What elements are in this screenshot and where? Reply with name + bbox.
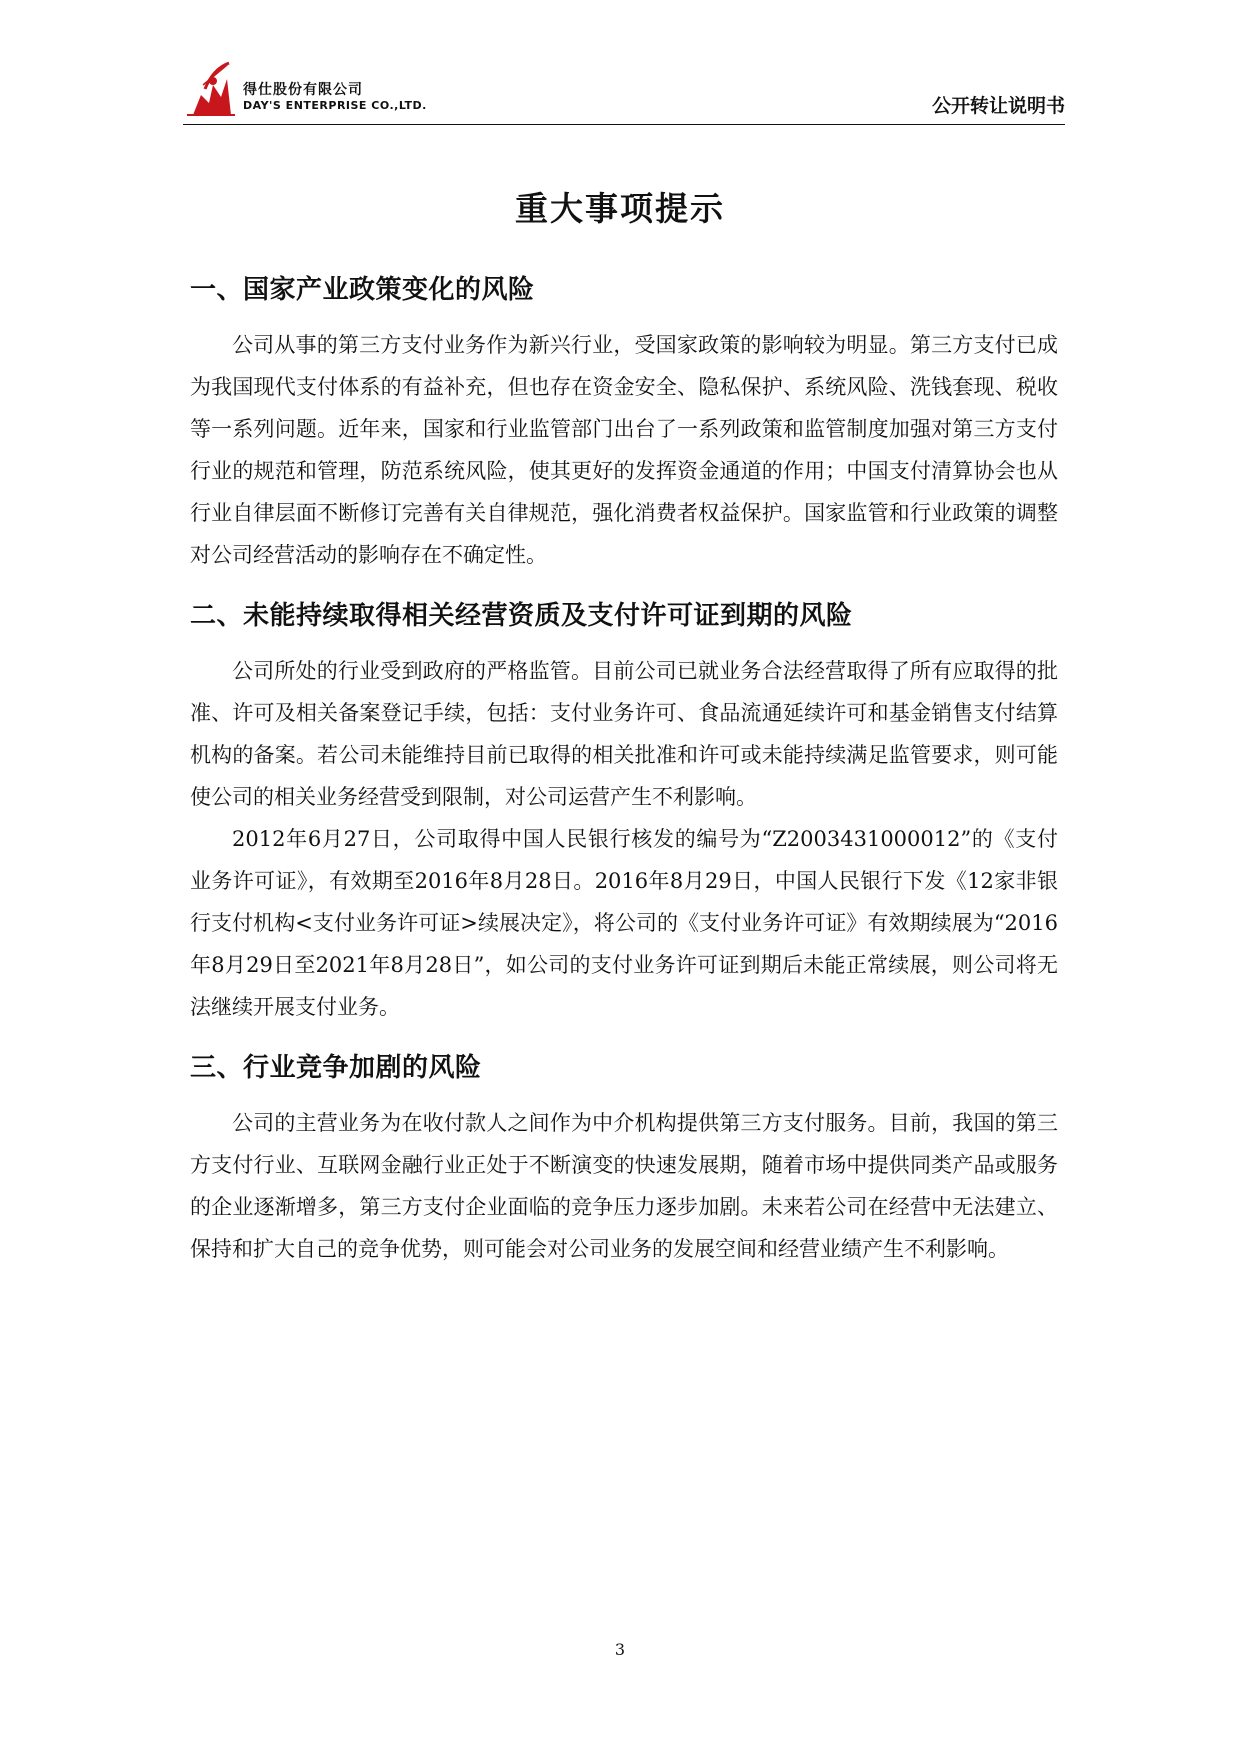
page-title: 重大事项提示 <box>515 189 725 228</box>
section-3-paragraph-1: 公司的主营业务为在收付款人之间作为中介机构提供第三方支付服务。目前，我国的第三方支付行业、互联网金融行业正处于不断演变的快速发展期，随着市场中提供同类产品或服务的企业逐渐增多，第三方支付企业面临的竞争压力逐步加剧。未来若公司在经营中无法建立、保持和扩大自己的竞争优势，则可能会对公司业务的发展空间和经营业绩产生不利影响。 <box>190 1111 1058 1261</box>
section-2-paragraph-1: 公司所处的行业受到政府的严格监管。目前公司已就业务合法经营取得了所有应取得的批准、许可及相关备案登记手续，包括：支付业务许可、食品流通延续许可和基金销售支付结算机构的备案。若公司未能维持目前已取得的相关批准和许可或未能持续满足监管要求，则可能使公司的相关业务经营受到限制，对公司运营产生不利影响。 <box>190 659 1058 809</box>
section-3-heading: 三、行业竞争加剧的风险 <box>190 1053 482 1083</box>
page-number: 3 <box>614 1640 626 1659</box>
document-type: 公开转让说明书 <box>931 95 1065 117</box>
section-1-heading: 一、国家产业政策变化的风险 <box>190 275 535 305</box>
section-2-heading: 二、未能持续取得相关经营资质及支付许可证到期的风险 <box>190 601 853 631</box>
header-divider <box>183 124 1065 125</box>
page-header <box>183 55 1065 125</box>
company-name-en: DAY'S ENTERPRISE CO.,LTD. <box>243 99 427 112</box>
company-name-cn: 得仕股份有限公司 <box>243 82 363 98</box>
company-logo-icon <box>183 55 239 121</box>
section-1-paragraph-1: 公司从事的第三方支付业务作为新兴行业，受国家政策的影响较为明显。第三方支付已成为我国现代支付体系的有益补充，但也存在资金安全、隐私保护、系统风险、洗钱套现、税收等一系列问题。近年来，国家和行业监管部门出台了一系列政策和监管制度加强对第三方支付行业的规范和管理，防范系统风险，使其更好的发挥资金通道的作用；中国支付清算协会也从行业自律层面不断修订完善有关自律规范，强化消费者权益保护。国家监管和行业政策的调整对公司经营活动的影响存在不确定性。 <box>190 333 1058 567</box>
main-content <box>190 270 1058 1270</box>
section-2-paragraph-2: 2012年6月27日，公司取得中国人民银行核发的编号为“Z2003431000012”的《支付业务许可证》，有效期至2016年8月28日。2016年8月29日，中国人民银行下发《12家非银行支付机构<支付业务许可证>续展决定》，将公司的《支付业务许可证》有效期续展为“2016年8月29日至2021年8月28日”，如公司的支付业务许可证到期后未能正常续展，则公司将无法继续开展支付业务。 <box>190 827 1058 1019</box>
